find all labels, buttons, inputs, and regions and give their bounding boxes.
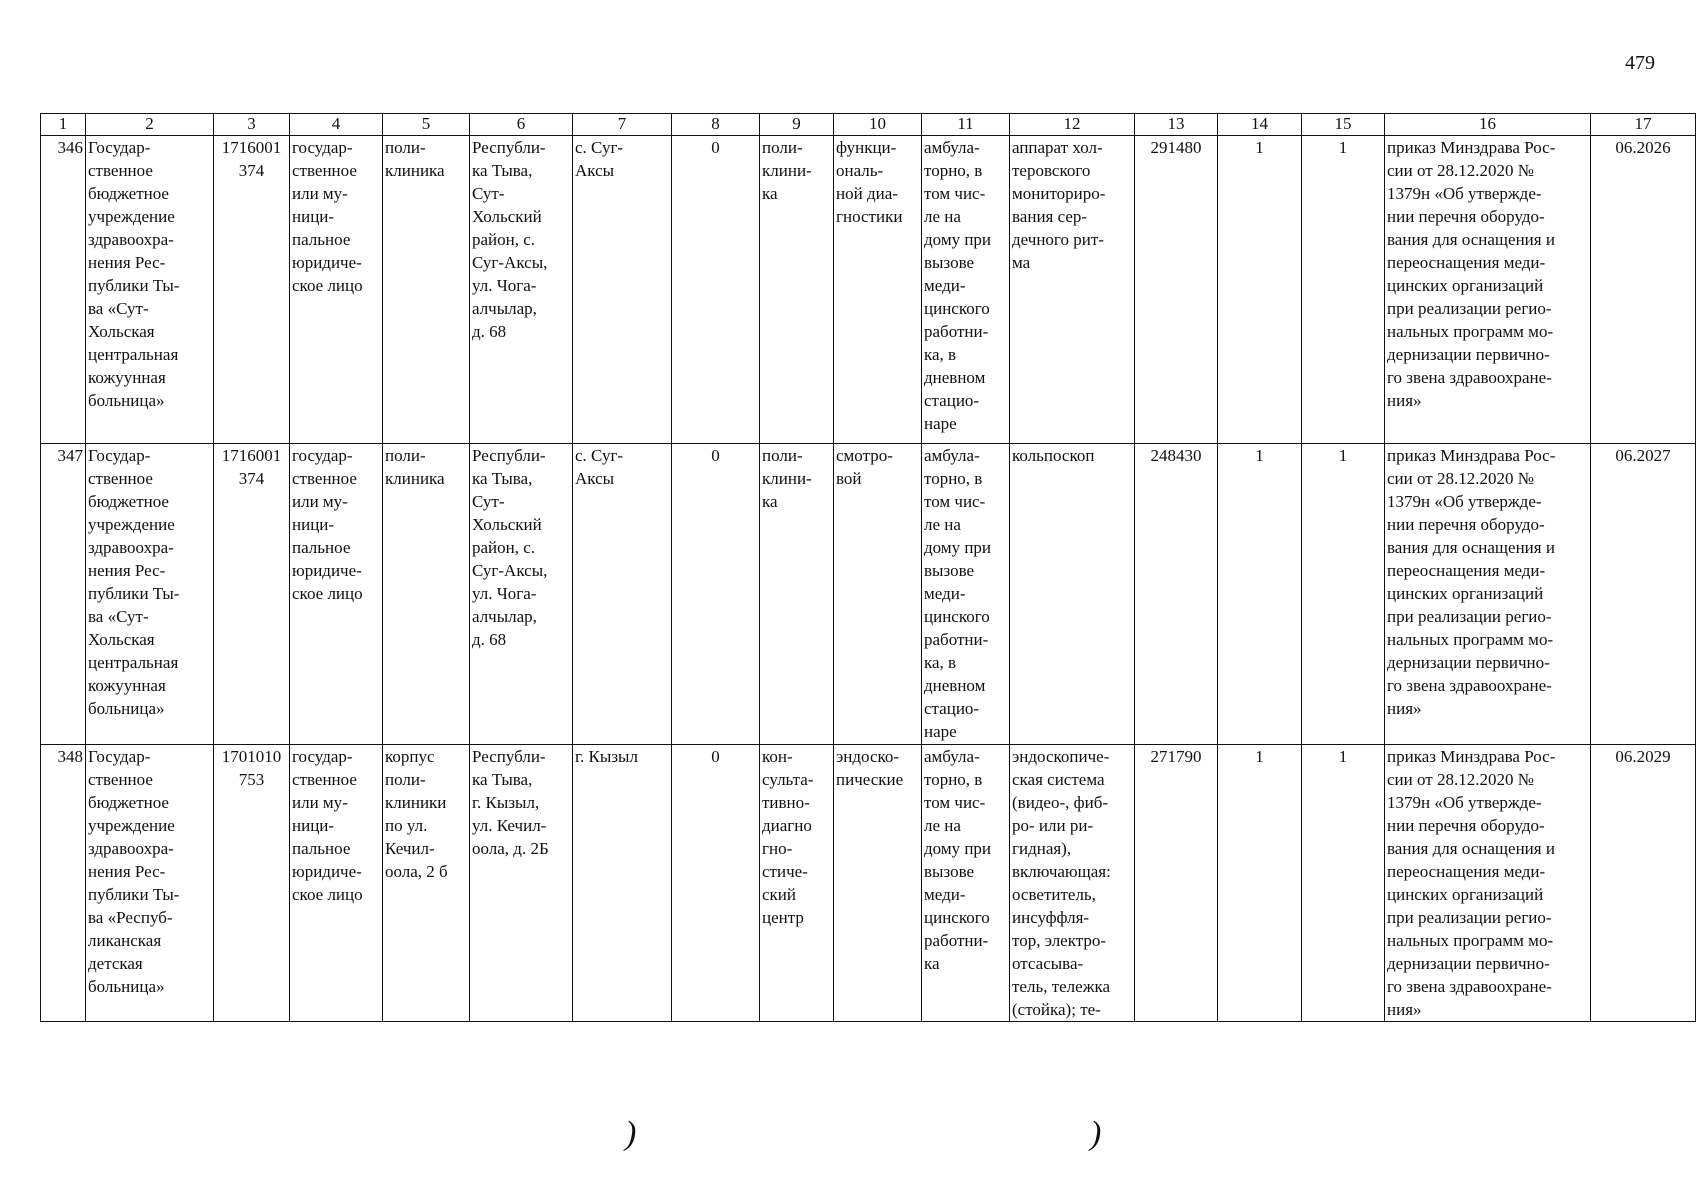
column-header: 11: [922, 114, 1010, 136]
column-header: 3: [214, 114, 290, 136]
row-number: 346: [57, 138, 83, 157]
address: Республи- ка Тыва, Сут- Хольский район, с. Суг-Аксы, ул. Чога- алчылар, д. 68: [472, 138, 548, 341]
column-header: 15: [1302, 114, 1385, 136]
col14-value: 1: [1255, 747, 1264, 766]
organization-code: 1716001 374: [221, 138, 282, 180]
column-header: 9: [760, 114, 834, 136]
column-header: 12: [1010, 114, 1135, 136]
unit-type: поли- клини- ка: [762, 446, 812, 511]
locality: с. Суг- Аксы: [575, 138, 624, 180]
equipment-register-table: [40, 113, 1696, 1022]
subdivision: поли- клиника: [385, 446, 445, 488]
row-number: 348: [57, 747, 83, 766]
table-row: [41, 444, 1696, 745]
unit-type: поли- клини- ка: [762, 138, 812, 203]
column-header: 1: [41, 114, 86, 136]
equipment-code: 248430: [1150, 446, 1202, 465]
address: Республи- ка Тыва, Сут- Хольский район, с. Суг-Аксы, ул. Чога- алчылар, д. 68: [472, 446, 548, 649]
bracket-mark: ): [625, 1115, 637, 1152]
subdivision: корпус поли- клиники по ул. Кечил- оола, 2 б: [385, 747, 448, 881]
legal-basis: приказ Минздрава Рос- сии от 28.12.2020 № 1379н «Об утвержде- нии перечня оборудо- вания для оснащения и переоснащения меди- цинских организаций при реализации регио- нальных программ мо- дернизации первично- го звена здравоохране- ния»: [1387, 446, 1556, 718]
column-header: 7: [573, 114, 672, 136]
unit-type: кон- сульта- тивно- диагно гно- стиче- ский центр: [762, 747, 814, 927]
col15-value: 1: [1338, 747, 1348, 766]
table-row: [41, 745, 1696, 1022]
col8-value: 0: [711, 747, 720, 766]
delivery-date: 06.2027: [1615, 446, 1671, 465]
delivery-date: 06.2029: [1615, 747, 1671, 766]
column-header: 4: [290, 114, 383, 136]
equipment-name: аппарат хол- теровского мониториро- вания сер- дечного рит- ма: [1012, 138, 1106, 272]
legal-form: государ- ственное или му- ници- пальное юридиче- ское лицо: [292, 138, 363, 295]
column-header: 5: [383, 114, 470, 136]
column-header: 13: [1135, 114, 1218, 136]
organization-name: Государ- ственное бюджетное учреждение здравоохра- нения Рес- публики Ты- ва «Сут- Хольская центральная кожуунная больница»: [88, 138, 180, 410]
col14-value: 1: [1255, 446, 1264, 465]
equipment-code: 291480: [1150, 138, 1202, 157]
row-number: 347: [57, 446, 83, 465]
subdivision: поли- клиника: [385, 138, 445, 180]
organization-name: Государ- ственное бюджетное учреждение здравоохра- нения Рес- публики Ты- ва «Сут- Хольская центральная кожуунная больница»: [88, 446, 180, 718]
col15-value: 1: [1338, 446, 1348, 465]
department: смотро- вой: [836, 446, 893, 488]
column-header: 14: [1218, 114, 1302, 136]
column-header: 2: [86, 114, 214, 136]
legal-form: государ- ственное или му- ници- пальное юридиче- ское лицо: [292, 446, 363, 603]
col8-value: 0: [711, 138, 720, 157]
column-header: 6: [470, 114, 573, 136]
column-header: 16: [1385, 114, 1591, 136]
table-row: [41, 136, 1696, 444]
care-conditions: амбула- торно, в том чис- ле на дому при вызове меди- цинского работни- ка, в дневном стацио- наре: [924, 446, 992, 741]
column-header: 17: [1591, 114, 1696, 136]
bracket-mark: ): [1090, 1115, 1102, 1152]
organization-code: 1701010 753: [221, 747, 282, 789]
organization-code: 1716001 374: [221, 446, 282, 488]
equipment-name: эндоскопиче- ская система (видео-, фиб- ро- или ри- гидная), включающая: осветитель, инсуффля- тор, электро- отсасыва- тель, тележка (стойка); те-: [1012, 747, 1111, 1019]
delivery-date: 06.2026: [1615, 138, 1671, 157]
locality: с. Суг- Аксы: [575, 446, 624, 488]
legal-basis: приказ Минздрава Рос- сии от 28.12.2020 № 1379н «Об утвержде- нии перечня оборудо- вания для оснащения и переоснащения меди- цинских организаций при реализации регио- нальных программ мо- дернизации первично- го звена здравоохране- ния»: [1387, 138, 1556, 410]
equipment-name: кольпоскоп: [1012, 446, 1095, 465]
care-conditions: амбула- торно, в том чис- ле на дому при вызове меди- цинского работни- ка: [924, 747, 992, 973]
col15-value: 1: [1338, 138, 1348, 157]
col14-value: 1: [1255, 138, 1264, 157]
column-header: 8: [672, 114, 760, 136]
equipment-code: 271790: [1150, 747, 1202, 766]
page-number: 479: [1625, 52, 1655, 74]
header-row: [41, 114, 1696, 136]
column-header: 10: [834, 114, 922, 136]
legal-basis: приказ Минздрава Рос- сии от 28.12.2020 № 1379н «Об утвержде- нии перечня оборудо- вания для оснащения и переоснащения меди- цинских организаций при реализации регио- нальных программ мо- дернизации первично- го звена здравоохране- ния»: [1387, 747, 1556, 1019]
organization-name: Государ- ственное бюджетное учреждение здравоохра- нения Рес- публики Ты- ва «Респуб- ликанская детская больница»: [88, 747, 180, 996]
locality: г. Кызыл: [575, 747, 638, 766]
col8-value: 0: [711, 446, 720, 465]
legal-form: государ- ственное или му- ници- пальное юридиче- ское лицо: [292, 747, 363, 904]
department: функци- ональ- ной диа- гностики: [836, 138, 903, 226]
department: эндоско- пические: [836, 747, 904, 789]
address: Республи- ка Тыва, г. Кызыл, ул. Кечил- оола, д. 2Б: [472, 747, 549, 858]
care-conditions: амбула- торно, в том чис- ле на дому при вызове меди- цинского работни- ка, в дневном стацио- наре: [924, 138, 992, 433]
